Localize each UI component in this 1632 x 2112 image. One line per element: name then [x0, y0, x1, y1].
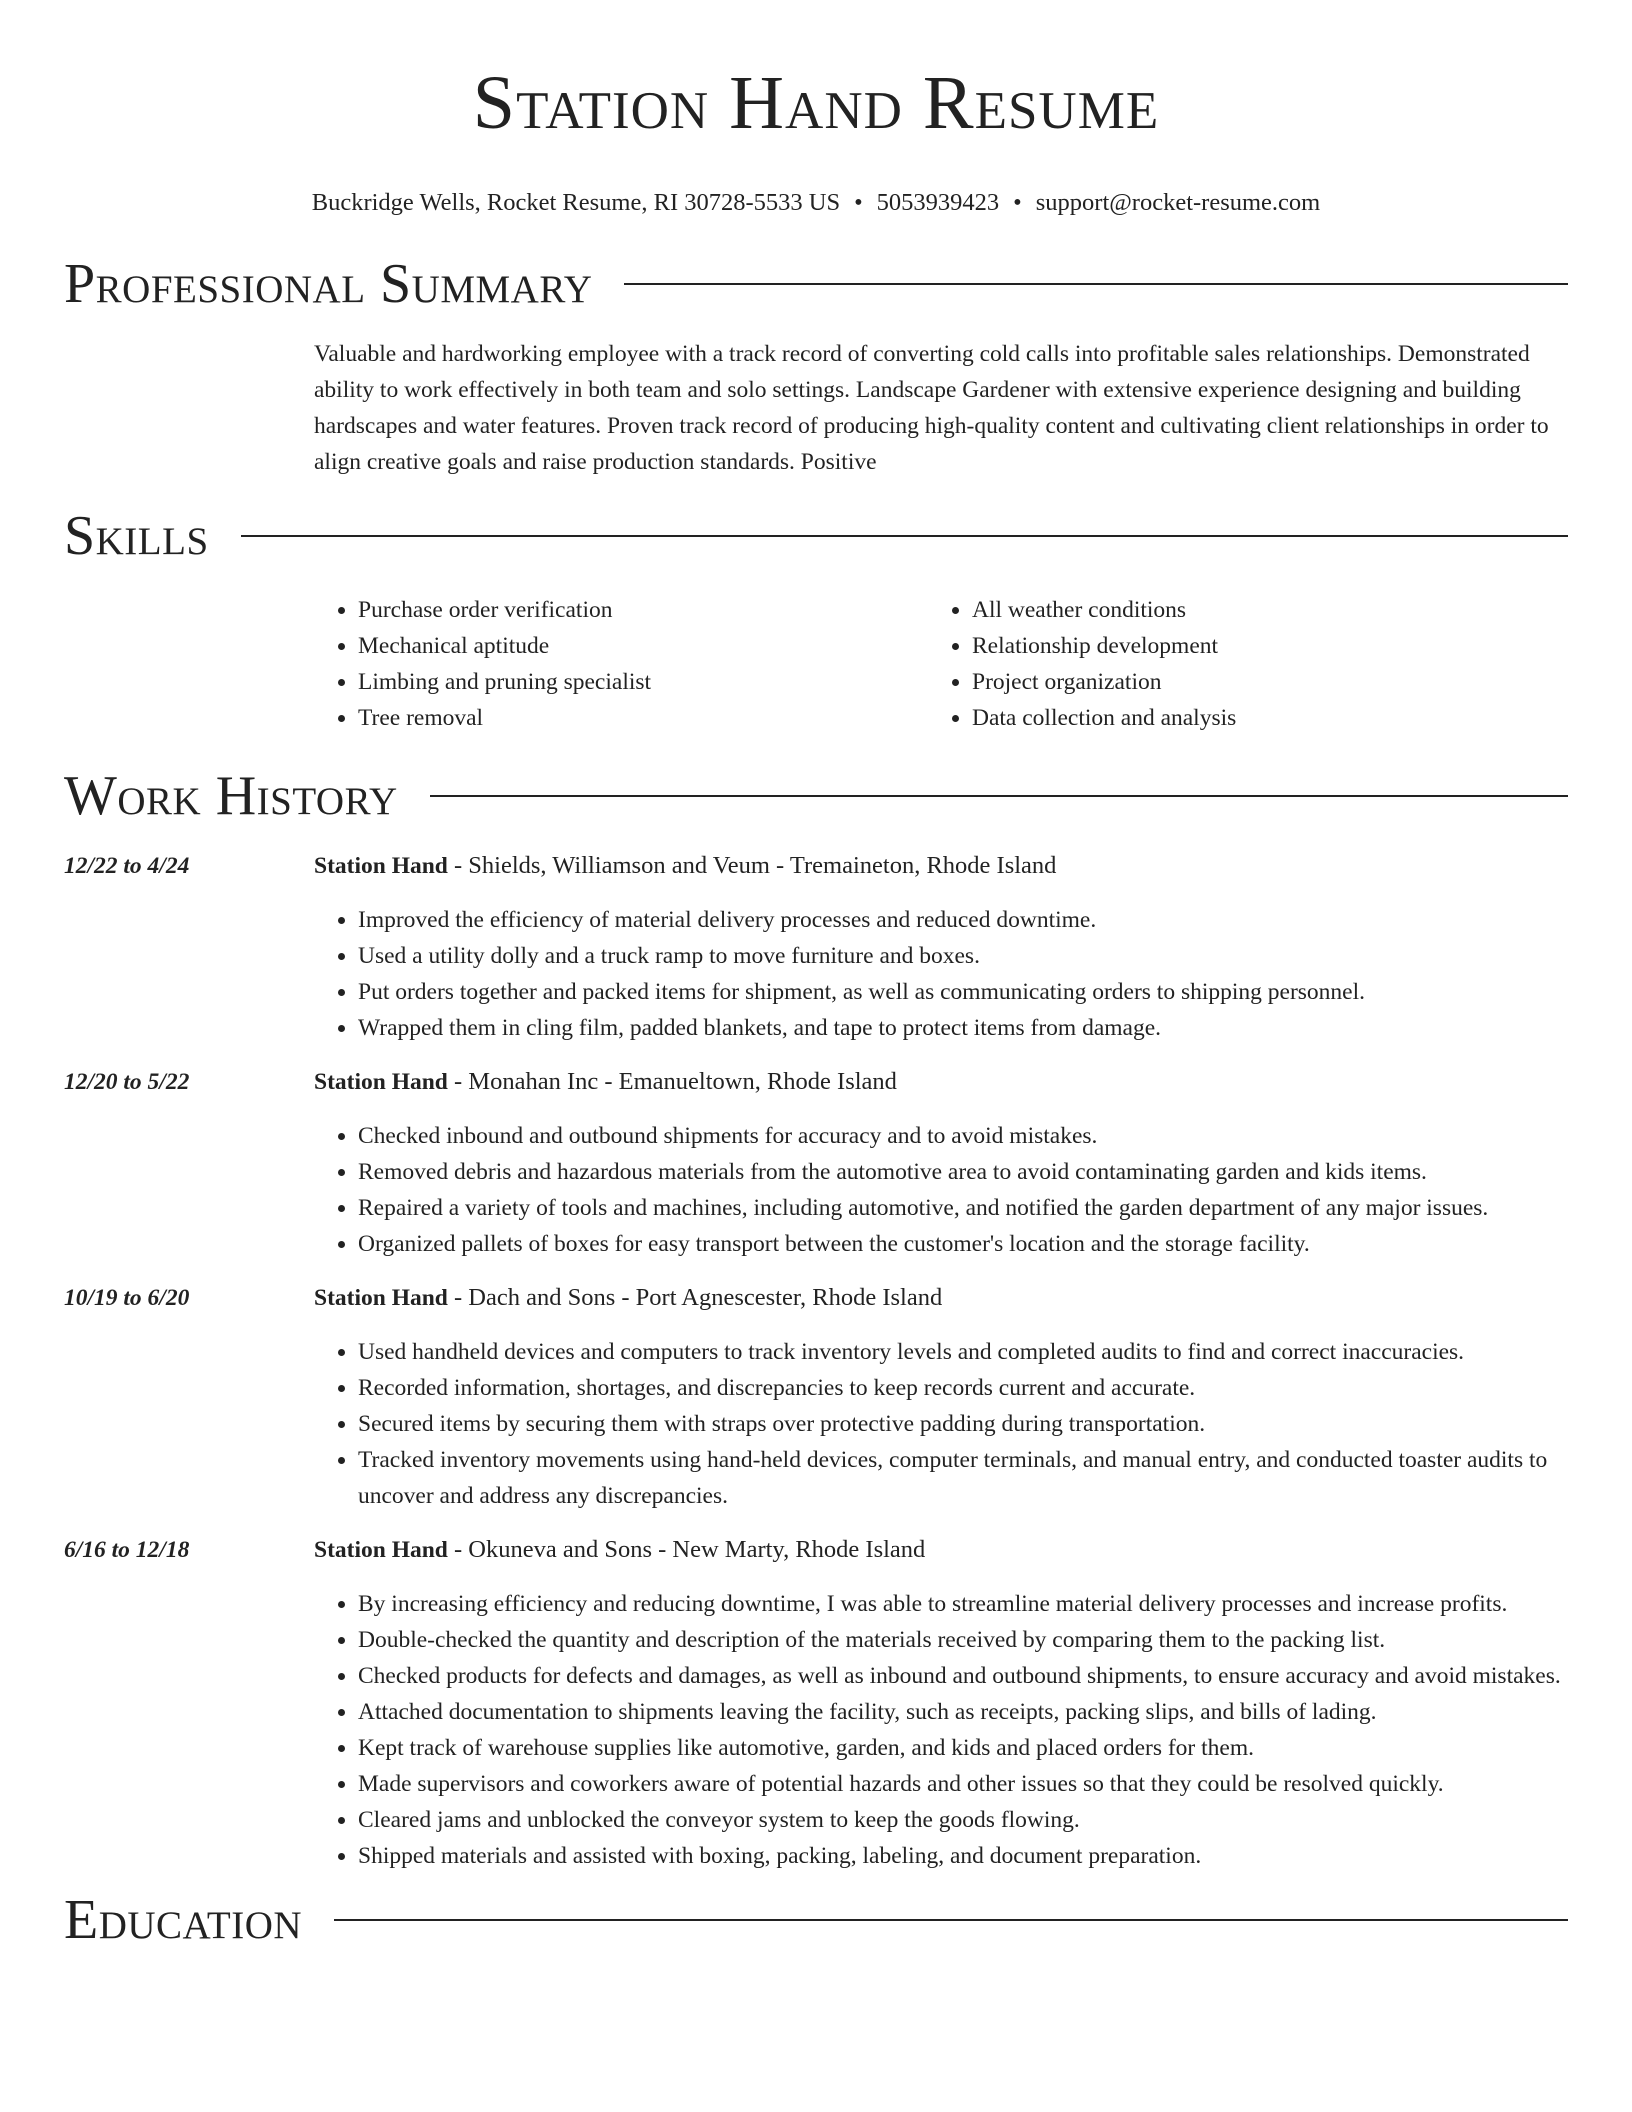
contact-separator: • [854, 189, 863, 216]
section-divider [430, 795, 1568, 797]
contact-address: Buckridge Wells, Rocket Resume, RI 30728-5533 US [311, 189, 841, 216]
skills-list [314, 592, 1568, 736]
job-bullets [314, 1118, 1568, 1262]
job-detail [314, 1532, 1568, 1874]
work-history-list [64, 848, 1568, 1874]
job-bullet: • Checked inbound and outbound shipments for accuracy and to avoid mistakes. [358, 1118, 1568, 1154]
job-bullet: • Used handheld devices and computers to track inventory levels and completed audits to find and correct inaccuracies. [358, 1334, 1568, 1370]
section-divider [241, 535, 1568, 537]
job-bullets [314, 1586, 1568, 1874]
job-bullet: • Used a utility dolly and a truck ramp to move furniture and boxes. [358, 938, 1568, 974]
job-employer-location: - Okuneva and Sons - New Marty, Rhode Island [447, 1536, 926, 1563]
job-bullet: • Put orders together and packed items for shipment, as well as communicating orders to shipping personnel. [358, 974, 1568, 1010]
section-divider [624, 283, 1568, 285]
skill-item: • Purchase order verification [358, 592, 928, 628]
work-heading: Work History [64, 765, 398, 827]
job-bullet: • Cleared jams and unblocked the conveyor system to keep the goods flowing. [358, 1802, 1568, 1838]
contact-line [64, 188, 1568, 218]
education-section-header [64, 1890, 1568, 1950]
job-entry [64, 1280, 1568, 1514]
skills-column-right [928, 592, 1542, 736]
job-detail [314, 848, 1568, 1046]
work-section-header [64, 766, 1568, 826]
skill-item: • Data collection and analysis [972, 700, 1542, 736]
job-bullet: • Kept track of warehouse supplies like automotive, garden, and kids and placed orders for them. [358, 1730, 1568, 1766]
job-bullet: • Repaired a variety of tools and machines, including automotive, and notified the garden department of any major issues. [358, 1190, 1568, 1226]
skill-item: • Mechanical aptitude [358, 628, 928, 664]
contact-email: support@rocket-resume.com [1035, 189, 1321, 216]
job-bullets [314, 902, 1568, 1046]
job-heading [314, 1280, 1568, 1316]
job-bullet: • Organized pallets of boxes for easy transport between the customer's location and the storage facility. [358, 1226, 1568, 1262]
skill-item: • Project organization [972, 664, 1542, 700]
job-employer-location: - Monahan Inc - Emanueltown, Rhode Island [447, 1068, 897, 1095]
job-role: Station Hand [314, 1285, 448, 1311]
skill-item: • Tree removal [358, 700, 928, 736]
job-heading [314, 1532, 1568, 1568]
job-heading [314, 848, 1568, 884]
education-heading: Education [64, 1889, 303, 1951]
job-dates: 10/19 to 6/20 [64, 1285, 190, 1311]
contact-separator: • [1013, 189, 1022, 216]
skills-column-left [314, 592, 928, 736]
contact-phone: 5053939423 [876, 189, 1000, 216]
job-detail [314, 1280, 1568, 1514]
job-entry [64, 1064, 1568, 1262]
skill-item: • All weather conditions [972, 592, 1542, 628]
job-bullet: • Checked products for defects and damages, as well as inbound and outbound shipments, to ensure accuracy and avoid mistakes. [358, 1658, 1568, 1694]
job-heading [314, 1064, 1568, 1100]
skill-item: • Relationship development [972, 628, 1542, 664]
job-entry [64, 848, 1568, 1046]
job-bullets [314, 1334, 1568, 1514]
job-bullet: • Tracked inventory movements using hand-held devices, computer terminals, and manual entry, and conducted toaster audits to uncover and address any discrepancies. [358, 1442, 1568, 1514]
job-detail [314, 1064, 1568, 1262]
skills-section-header [64, 506, 1568, 566]
job-bullet: • Secured items by securing them with straps over protective padding during transportation. [358, 1406, 1568, 1442]
job-employer-location: - Shields, Williamson and Veum - Tremaineton, Rhode Island [447, 852, 1057, 879]
job-entry [64, 1532, 1568, 1874]
job-bullet: • Improved the efficiency of material delivery processes and reduced downtime. [358, 902, 1568, 938]
job-dates: 12/20 to 5/22 [64, 1069, 190, 1095]
summary-section-header [64, 254, 1568, 314]
job-bullet: • Made supervisors and coworkers aware of potential hazards and other issues so that they could be resolved quickly. [358, 1766, 1568, 1802]
job-dates: 6/16 to 12/18 [64, 1537, 190, 1563]
job-bullet: • By increasing efficiency and reducing downtime, I was able to streamline material delivery processes and increase profits. [358, 1586, 1568, 1622]
summary-heading: Professional Summary [64, 253, 593, 315]
job-employer-location: - Dach and Sons - Port Agnescester, Rhode Island [447, 1284, 943, 1311]
job-role: Station Hand [314, 1537, 448, 1563]
job-role: Station Hand [314, 853, 448, 879]
skills-heading: Skills [64, 505, 209, 567]
job-bullet: • Attached documentation to shipments leaving the facility, such as receipts, packing slips, and bills of lading. [358, 1694, 1568, 1730]
job-bullet: • Double-checked the quantity and description of the materials received by comparing them to the packing list. [358, 1622, 1568, 1658]
summary-text: Valuable and hardworking employee with a track record of converting cold calls into profitable sales relationships. Demonstrated ability to work effectively in both team and solo settings. Landscape Gardener with extensive experience designing and building hardscapes and water features. Proven track record of producing high-quality content and cultivating client relationships in order to align creative goals and raise production standards. Positive [314, 341, 1549, 475]
job-bullet: • Removed debris and hazardous materials from the automotive area to avoid contaminating garden and kids items. [358, 1154, 1568, 1190]
job-bullet: • Recorded information, shortages, and discrepancies to keep records current and accurate. [358, 1370, 1568, 1406]
job-dates: 12/22 to 4/24 [64, 853, 190, 879]
job-bullet: • Shipped materials and assisted with boxing, packing, labeling, and document preparation. [358, 1838, 1568, 1874]
job-role: Station Hand [314, 1069, 448, 1095]
resume-title: Station Hand Resume [472, 61, 1160, 145]
job-bullet: • Wrapped them in cling film, padded blankets, and tape to protect items from damage. [358, 1010, 1568, 1046]
skill-item: • Limbing and pruning specialist [358, 664, 928, 700]
section-divider [334, 1919, 1568, 1921]
